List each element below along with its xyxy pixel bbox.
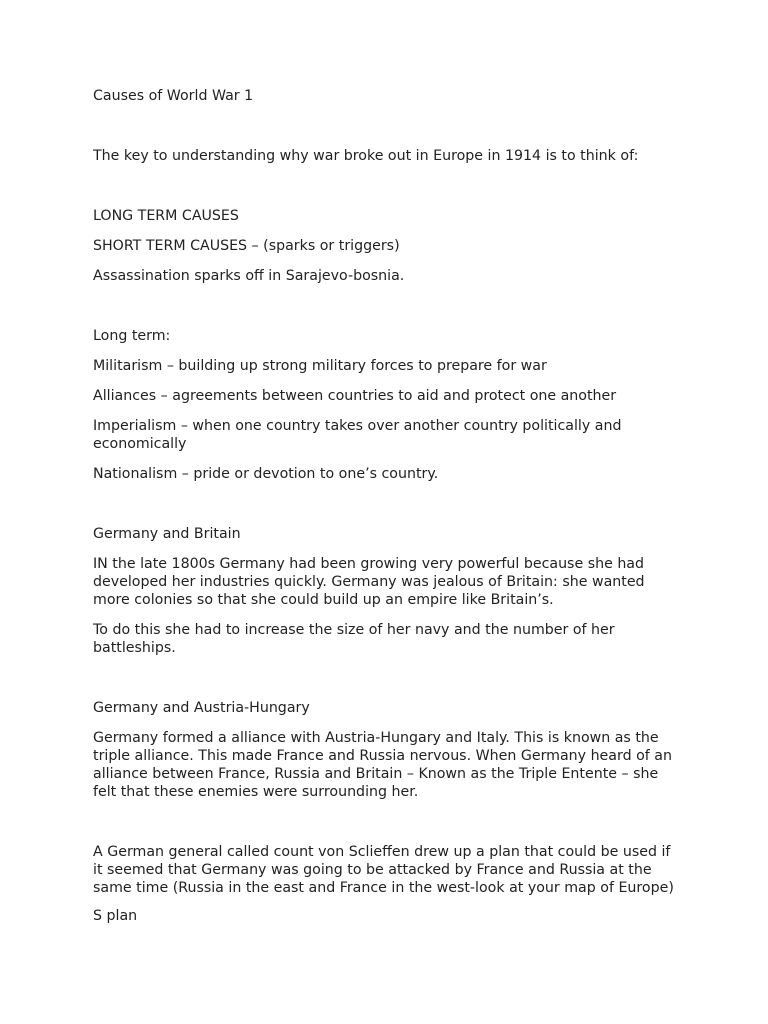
schlieffen-paragraph: A German general called count von Sclieffen drew up a plan that could be used if it seemed that Germany was going to be attacked by France and Russia at the same time (Russia in the east and France in the west-look at your map of Europe): [93, 844, 674, 896]
germany-austria-heading: Germany and Austria-Hungary: [93, 700, 310, 716]
document-title: Causes of World War 1: [93, 88, 254, 104]
document-page: [93, 0, 683, 1024]
germany-britain-paragraph-1: IN the late 1800s Germany had been growing very powerful because she had developed her industries quickly. Germany was jealous of Britain: she wanted more colonies so that she could build up an empire like Britain’s.: [93, 556, 645, 608]
germany-austria-paragraph: Germany formed a alliance with Austria-Hungary and Italy. This is known as the triple alliance. This made France and Russia nervous. When Germany heard of an alliance between France, Russia and Britain – Known as the Triple Entente – she felt that these enemies were surrounding her.: [93, 730, 672, 800]
assassination-line: Assassination sparks off in Sarajevo-bosnia.: [93, 268, 405, 284]
imperialism-line: Imperialism – when one country takes over another country politically and economically: [93, 418, 622, 452]
long-term-label: Long term:: [93, 328, 171, 344]
alliances-line: Alliances – agreements between countries to aid and protect one another: [93, 388, 617, 404]
militarism-line: Militarism – building up strong military forces to prepare for war: [93, 358, 547, 374]
long-term-causes-heading: LONG TERM CAUSES: [93, 208, 239, 224]
germany-britain-paragraph-2: To do this she had to increase the size of her navy and the number of her battleships.: [93, 622, 615, 656]
nationalism-line: Nationalism – pride or devotion to one’s country.: [93, 466, 439, 482]
germany-britain-heading: Germany and Britain: [93, 526, 241, 542]
short-term-causes-heading: SHORT TERM CAUSES – (sparks or triggers): [93, 238, 400, 254]
intro-paragraph: The key to understanding why war broke out in Europe in 1914 is to think of:: [93, 148, 639, 164]
s-plan-line: S plan: [93, 908, 138, 924]
